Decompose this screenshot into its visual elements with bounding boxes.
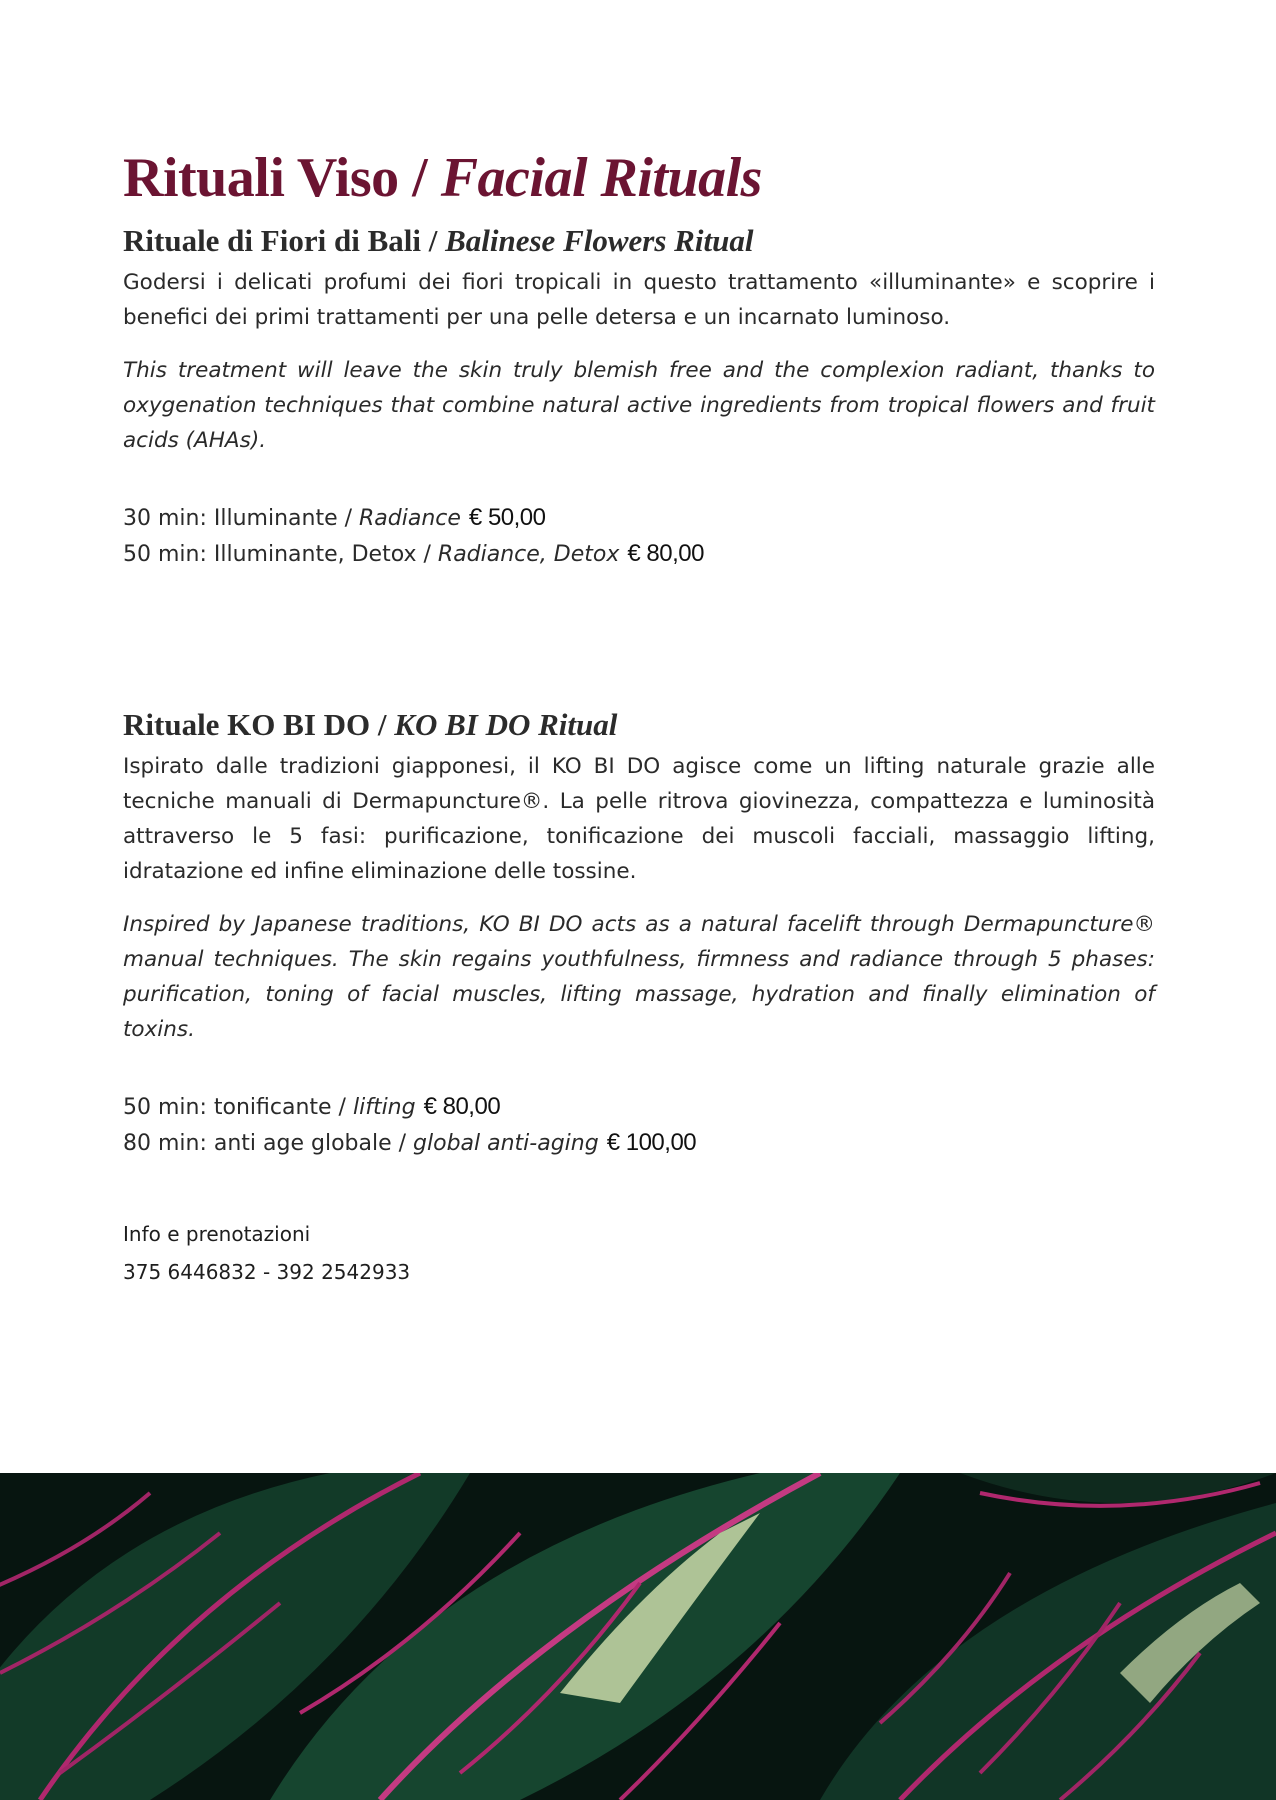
label-separator: / (331, 1095, 353, 1120)
page-title-it: Rituali Viso (123, 146, 399, 209)
info-label: Info e prenotazioni (123, 1222, 311, 1246)
leaf-photo (0, 1473, 1276, 1800)
price-row (123, 1125, 1155, 1161)
section-kobido-ritual (123, 707, 1155, 1161)
section-title-en: KO BI DO Ritual (394, 707, 618, 742)
description-english: Inspired by Japanese traditions, KO BI DO acts as a natural facelift through Dermapuncture® manual techniques. The skin regains youthfulness, firmness and radiance through 5 phases: purification, toning of facial muscles, lifting massage, hydration and finally elimination of toxins. (123, 912, 1155, 1042)
label-separator: / (337, 506, 360, 531)
price-label-en: Radiance, Detox (437, 542, 620, 567)
description-english: This treatment will leave the skin truly blemish free and the complexion radiant, thanks to oxygenation techniques that combine natural active ingredients from tropical flowers and fruit acids (AHAs). (123, 358, 1155, 453)
section-title-en: Balinese Flowers Ritual (445, 223, 754, 258)
title-separator: / (370, 707, 395, 742)
section-title-it: Rituale KO BI DO (123, 707, 371, 742)
title-separator: / (398, 146, 441, 209)
label-separator: / (391, 1131, 414, 1156)
price-label-en: global anti-aging (413, 1131, 599, 1156)
label-separator: / (416, 542, 438, 567)
phone-numbers[interactable]: 375 6446832 - 392 2542933 (123, 1260, 411, 1284)
page-title (123, 146, 762, 210)
contact-info (123, 1215, 410, 1291)
price-label-it: 50 min: Illuminante, Detox (123, 542, 417, 567)
price-label-en: Radiance (359, 506, 461, 531)
price-amount: € 50,00 (468, 504, 546, 531)
price-label-en: lifting (352, 1095, 416, 1120)
price-label-it: 30 min: Illuminante (123, 506, 338, 531)
price-amount: € 80,00 (627, 540, 704, 567)
price-row (123, 500, 1155, 536)
price-row (123, 536, 1155, 572)
description-italian: Godersi i delicati profumi dei fiori tropicali in questo trattamento «illuminante» e scoprire i benefici dei primi trattamenti per una pelle detersa e un incarnato luminoso. (123, 270, 1155, 330)
section-title (123, 707, 1155, 743)
price-label-it: 80 min: anti age globale (123, 1131, 392, 1156)
price-row (123, 1089, 1155, 1125)
price-label-it: 50 min: tonificante (123, 1095, 332, 1120)
section-title-it: Rituale di Fiori di Bali (123, 223, 421, 258)
price-amount: € 80,00 (423, 1093, 501, 1120)
section-title (123, 223, 1155, 259)
price-list (123, 500, 1155, 572)
section-bali-ritual (123, 223, 1155, 572)
page-title-en: Facial Rituals (440, 146, 762, 209)
title-separator: / (420, 223, 446, 258)
price-amount: € 100,00 (606, 1129, 697, 1156)
description-italian: Ispirato dalle tradizioni giapponesi, il KO BI DO agisce come un lifting naturale grazie alle tecniche manuali di Dermapuncture®. La pelle ritrova giovinezza, compattezza e luminosità attraverso le 5 fasi: purificazione, tonificazione dei muscoli facciali, massaggio lifting, idratazione ed infine eliminazione delle tossine. (123, 754, 1155, 884)
price-list (123, 1089, 1155, 1161)
